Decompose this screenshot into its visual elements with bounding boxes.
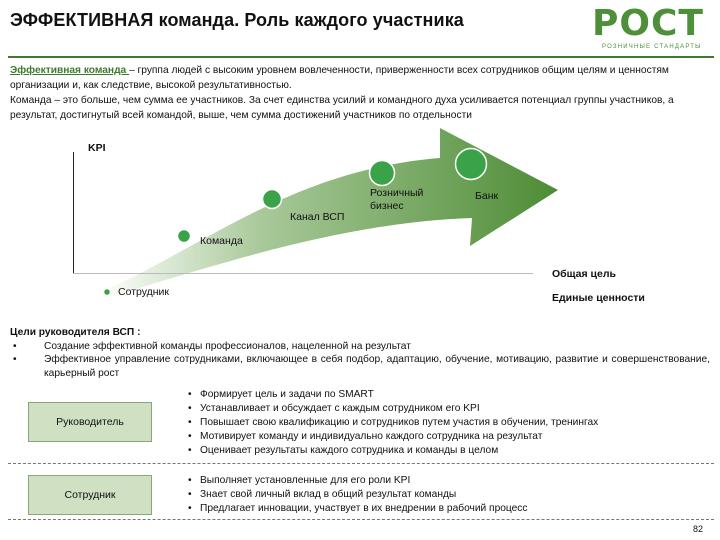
- page-title: ЭФФЕКТИВНАЯ команда. Роль каждого участника: [10, 10, 464, 30]
- employee-duties: [185, 474, 710, 516]
- stage-label-employee: Сотрудник: [118, 286, 170, 298]
- kpi-axis: [73, 152, 74, 274]
- duty-item: • Формирует цель и задачи по SMART: [185, 388, 710, 402]
- logo-wordmark: РОСТ: [592, 3, 704, 44]
- duty-item: • Выполняет установленные для его роли KPI: [185, 474, 710, 488]
- kpi-axis-label: KPI: [88, 142, 106, 154]
- duty-item: • Повышает свою квалификацию и сотрудников путем участия в обучении, тренингах: [185, 416, 710, 430]
- stage-dot-team: [178, 230, 191, 243]
- goal-item: • Эффективное управление сотрудниками, включающее в себя подбор, адаптацию, обучение, мотивацию, развитие и совершенствование, карьерный рост: [10, 353, 710, 380]
- summary-paragraph: Команда – это больше, чем сумма ее участников. За счет единства усилий и командного духа усиливается потенциал группы участников, а результат, достигнутый всей командой, выше, чем сумма достижений участников по отдельности: [10, 95, 674, 121]
- baseline-axis: [73, 273, 533, 274]
- stage-label-bank: Банк: [475, 190, 499, 202]
- common-values-label: Единые ценности: [552, 292, 645, 304]
- goals-heading: Цели руководителя ВСП :: [10, 327, 141, 338]
- role-box-manager: Руководитель: [28, 402, 152, 442]
- goals-list: [10, 340, 710, 381]
- manager-duties: [185, 388, 710, 458]
- logo-tagline: РОЗНИЧНЫЕ СТАНДАРТЫ: [602, 44, 702, 50]
- duty-item: • Устанавливает и обсуждает с каждым сотрудником его KPI: [185, 402, 710, 416]
- duty-item: • Знает свой личный вклад в общий результат команды: [185, 488, 710, 502]
- roles-divider: [8, 463, 714, 464]
- stage-dot-retail: [370, 161, 395, 186]
- stage-dot-channel: [263, 190, 282, 209]
- footer-divider: [8, 519, 714, 520]
- duty-item: • Оценивает результаты каждого сотрудника и команды в целом: [185, 444, 710, 458]
- common-goal-label: Общая цель: [552, 268, 616, 280]
- stage-dot-employee: [104, 289, 111, 296]
- stage-label-retail: Розничный бизнес: [370, 187, 424, 212]
- role-box-employee: Сотрудник: [28, 475, 152, 515]
- definition-body: – группа людей с высоким уровнем вовлеченности, приверженности всех сотрудников общим целям и ценностям организации и, как следствие, высокой результативностью.: [10, 65, 669, 91]
- page-number: 82: [693, 524, 704, 534]
- goal-item: • Создание эффективной команды профессионалов, нацеленной на результат: [10, 340, 710, 354]
- stage-label-channel: Канал ВСП: [290, 211, 345, 223]
- duty-item: • Предлагает инновации, участвует в их внедрении в рабочий процесс: [185, 502, 710, 516]
- duty-item: • Мотивирует команду и индивидуально каждого сотрудника на результат: [185, 430, 710, 444]
- definition-term: Эффективная команда: [10, 65, 130, 76]
- stage-label-team: Команда: [200, 235, 243, 247]
- manager-goals: [10, 326, 710, 380]
- stage-dot-bank: [456, 149, 487, 180]
